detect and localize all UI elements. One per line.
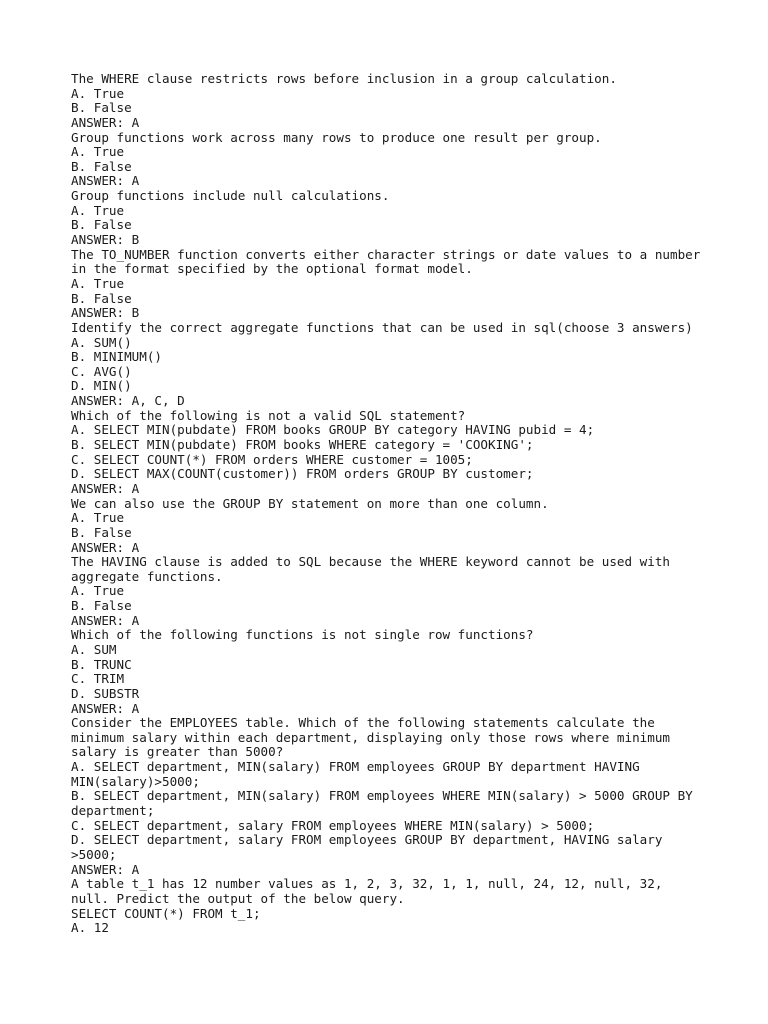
text-line: D. SELECT department, salary FROM employees GROUP BY department, HAVING salary bbox=[71, 832, 663, 848]
text-line: The TO_NUMBER function converts either character strings or date values to a number bbox=[71, 246, 701, 262]
text-line: MIN(salary)>5000; bbox=[71, 773, 200, 789]
text-line: null. Predict the output of the below query. bbox=[71, 890, 405, 906]
text-line: C. AVG() bbox=[71, 363, 132, 379]
text-line: department; bbox=[71, 803, 155, 819]
text-line: >5000; bbox=[71, 846, 117, 862]
text-line: ANSWER: A bbox=[71, 612, 140, 628]
text-line: D. SUBSTR bbox=[71, 685, 140, 701]
text-line: ANSWER: B bbox=[71, 305, 140, 321]
text-line: salary is greater than 5000? bbox=[71, 744, 284, 760]
text-line: B. MINIMUM() bbox=[71, 349, 162, 365]
text-line: ANSWER: A bbox=[71, 114, 140, 130]
text-line: ANSWER: A bbox=[71, 700, 140, 716]
text-line: A. True bbox=[71, 275, 125, 291]
text-line: Group functions include null calculations. bbox=[71, 188, 390, 204]
text-line: B. TRUNC bbox=[71, 656, 132, 672]
text-line: The WHERE clause restricts rows before inclusion in a group calculation. bbox=[71, 71, 617, 86]
text-line: Which of the following functions is not single row functions? bbox=[71, 627, 534, 643]
text-line: A. True bbox=[71, 144, 125, 160]
text-line: A. True bbox=[71, 85, 125, 101]
text-line: A. True bbox=[71, 202, 125, 218]
text-line: A. True bbox=[71, 583, 125, 599]
text-line: B. False bbox=[71, 524, 132, 540]
text-line: A. SUM bbox=[71, 641, 117, 657]
document-body bbox=[71, 72, 721, 936]
text-line: B. False bbox=[71, 217, 132, 233]
text-line: ANSWER: A bbox=[71, 539, 140, 555]
text-line: A table t_1 has 12 number values as 1, 2, 3, 32, 1, 1, null, 24, 12, null, 32, bbox=[71, 876, 663, 892]
text-line: C. TRIM bbox=[71, 671, 125, 687]
text-line: Identify the correct aggregate functions that can be used in sql(choose 3 answers) bbox=[71, 319, 693, 335]
text-line: A. True bbox=[71, 510, 125, 526]
text-line: ANSWER: A bbox=[71, 861, 140, 877]
text-line: B. False bbox=[71, 290, 132, 306]
text-line: The HAVING clause is added to SQL because the WHERE keyword cannot be used with bbox=[71, 554, 670, 570]
text-line: B. False bbox=[71, 100, 132, 116]
text-line: C. SELECT department, salary FROM employees WHERE MIN(salary) > 5000; bbox=[71, 817, 595, 833]
text-line: ANSWER: B bbox=[71, 232, 140, 248]
text-line: B. False bbox=[71, 158, 132, 174]
text-line: SELECT COUNT(*) FROM t_1; bbox=[71, 905, 261, 921]
text-line: B. False bbox=[71, 598, 132, 614]
text-line: A. 12 bbox=[71, 920, 109, 936]
text-line: ANSWER: A, C, D bbox=[71, 393, 185, 409]
text-line: A. SELECT MIN(pubdate) FROM books GROUP BY category HAVING pubid = 4; bbox=[71, 422, 595, 438]
text-line: in the format specified by the optional format model. bbox=[71, 261, 473, 277]
text-line: We can also use the GROUP BY statement on more than one column. bbox=[71, 495, 549, 511]
text-line: ANSWER: A bbox=[71, 480, 140, 496]
text-line: aggregate functions. bbox=[71, 568, 223, 584]
text-line: Which of the following is not a valid SQL statement? bbox=[71, 407, 466, 423]
text-line: ANSWER: A bbox=[71, 173, 140, 189]
text-line: B. SELECT MIN(pubdate) FROM books WHERE category = 'COOKING'; bbox=[71, 437, 534, 453]
text-line: C. SELECT COUNT(*) FROM orders WHERE customer = 1005; bbox=[71, 451, 473, 467]
text-line: A. SELECT department, MIN(salary) FROM employees GROUP BY department HAVING bbox=[71, 759, 640, 775]
text-line: Group functions work across many rows to produce one result per group. bbox=[71, 129, 602, 145]
text-line: B. SELECT department, MIN(salary) FROM employees WHERE MIN(salary) > 5000 GROUP BY bbox=[71, 788, 693, 804]
text-line: A. SUM() bbox=[71, 334, 132, 350]
text-line: Consider the EMPLOYEES table. Which of the following statements calculate the bbox=[71, 715, 655, 731]
text-line: D. SELECT MAX(COUNT(customer)) FROM orders GROUP BY customer; bbox=[71, 466, 534, 482]
text-line: minimum salary within each department, displaying only those rows where minimum bbox=[71, 729, 670, 745]
text-line: D. MIN() bbox=[71, 378, 132, 394]
